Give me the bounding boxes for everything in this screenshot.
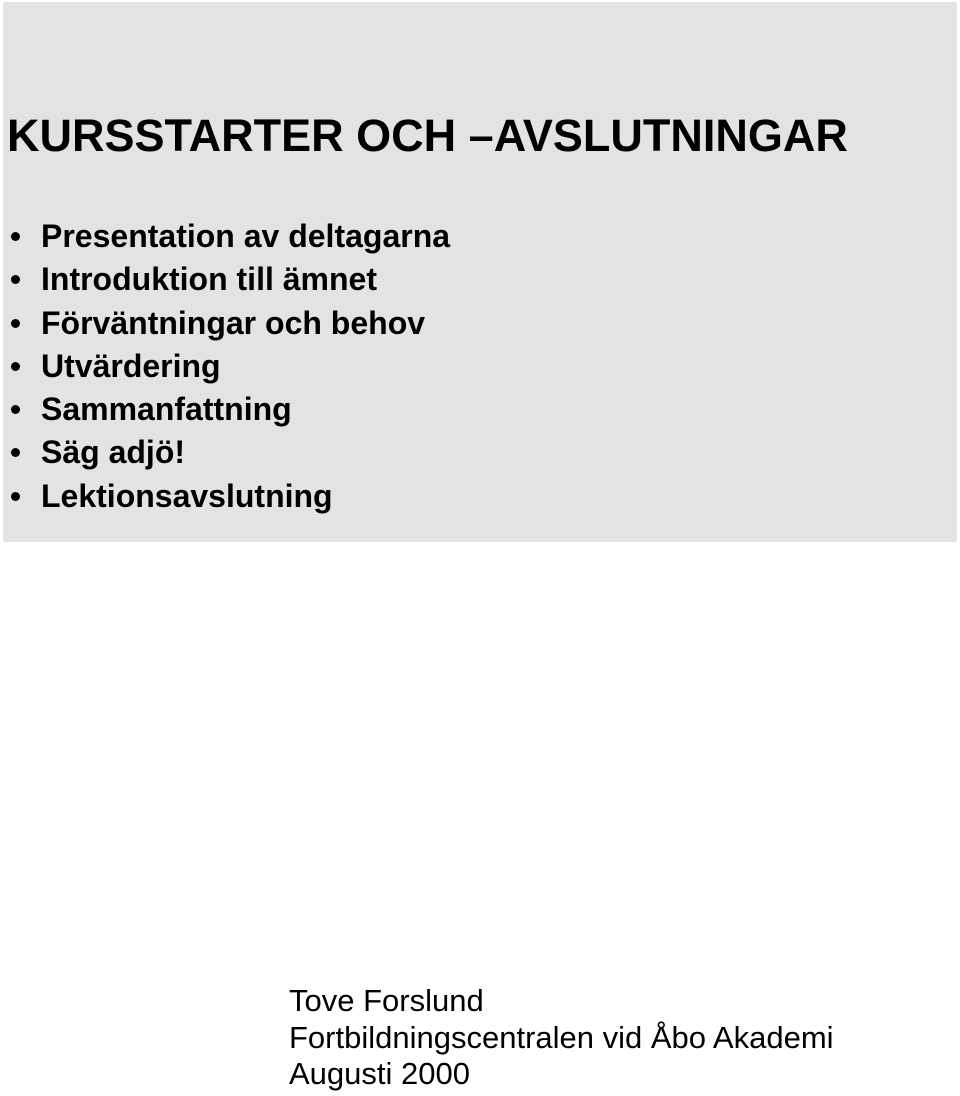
bullet-icon <box>11 232 20 241</box>
bullet-icon <box>11 319 20 328</box>
list-item-label: Förväntningar och behov <box>41 304 426 341</box>
list-item-label: Introduktion till ämnet <box>41 261 377 298</box>
footer-credits <box>289 983 834 1093</box>
list-item-label: Lektionsavslutning <box>41 477 333 514</box>
bullet-icon <box>11 362 20 371</box>
bullet-icon <box>11 492 20 501</box>
slide-title: KURSSTARTER OCH –AVSLUTNINGAR <box>7 110 848 161</box>
footer-organization: Fortbildningscentralen vid Åbo Akademi <box>289 1019 834 1055</box>
list-item-label: Säg adjö! <box>41 434 186 471</box>
list-item-label: Sammanfattning <box>41 391 292 428</box>
list-item-label: Presentation av deltagarna <box>41 218 451 254</box>
footer-date: Augusti 2000 <box>289 1056 470 1091</box>
footer-author: Tove Forslund <box>289 983 484 1018</box>
list-item-label: Utvärdering <box>41 347 221 384</box>
